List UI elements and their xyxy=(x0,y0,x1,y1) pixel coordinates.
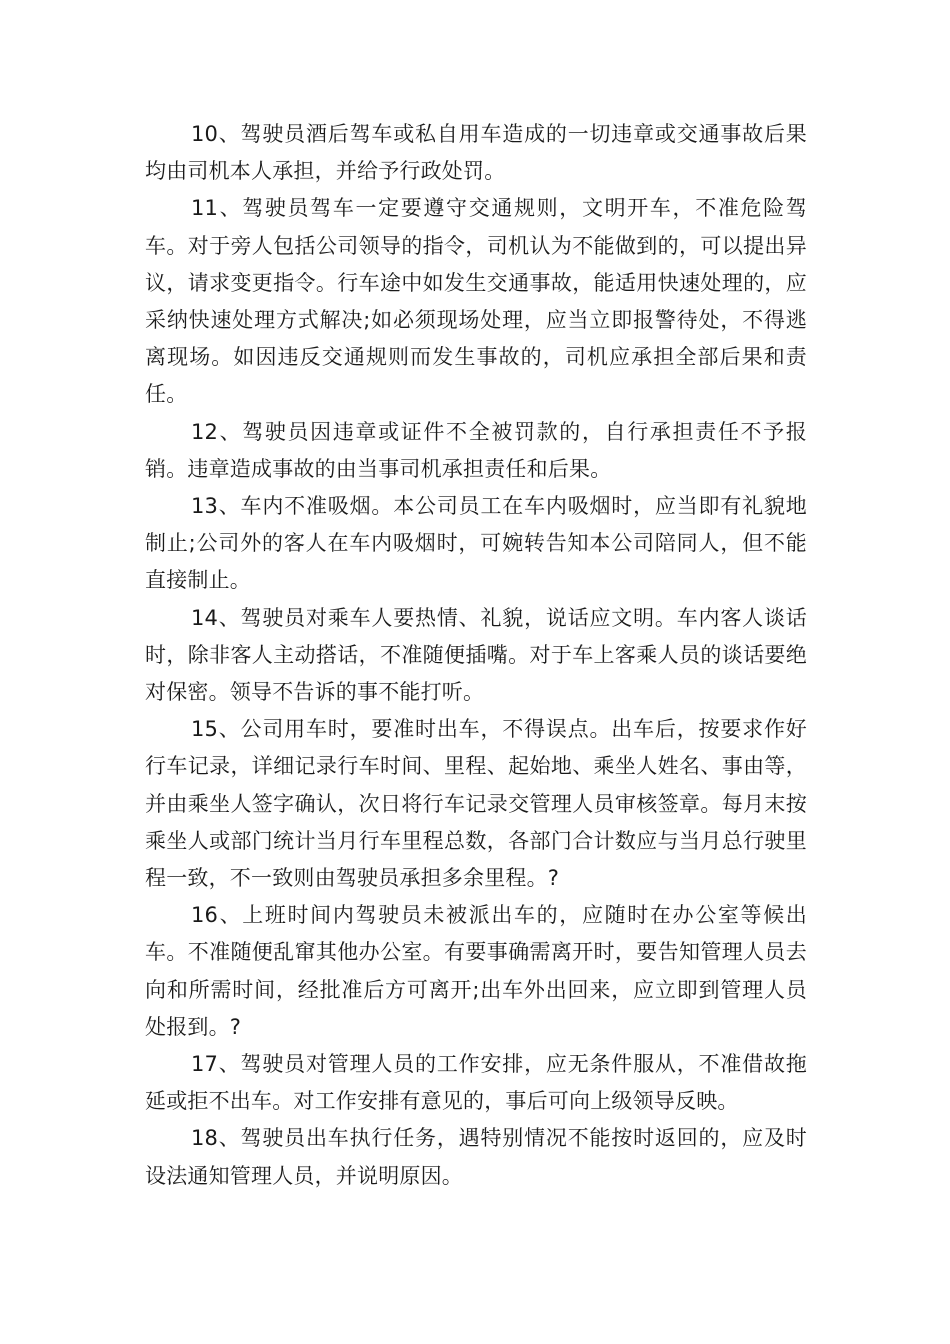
paragraph-item-15: 15、公司用车时，要准时出车，不得误点。出车后，按要求作好行车记录，详细记录行车时间、里程、起始地、乘坐人姓名、事由等，并由乘坐人签字确认，次日将行车记录交管理人员审核签章。每月末按乘坐人或部门统计当月行车里程总数，各部门合计数应与当月总行驶里程一致，不一致则由驾驶员承担多余里程。? xyxy=(145,717,807,891)
paragraph-item-17: 17、驾驶员对管理人员的工作安排，应无条件服从，不准借故拖延或拒不出车。对工作安排有意见的，事后可向上级领导反映。 xyxy=(145,1052,807,1114)
paragraph-item-10: 10、驾驶员酒后驾车或私自用车造成的一切违章或交通事故后果均由司机本人承担，并给予行政处罚。 xyxy=(145,122,807,184)
document-body xyxy=(145,116,807,1195)
paragraph-item-12: 12、驾驶员因违章或证件不全被罚款的，自行承担责任不予报销。违章造成事故的由当事司机承担责任和后果。 xyxy=(145,419,807,481)
paragraph-item-18: 18、驾驶员出车执行任务，遇特别情况不能按时返回的，应及时设法通知管理人员，并说明原因。 xyxy=(145,1126,807,1188)
paragraph-item-11: 11、驾驶员驾车一定要遵守交通规则，文明开车，不准危险驾车。对于旁人包括公司领导的指令，司机认为不能做到的，可以提出异议，请求变更指令。行车途中如发生交通事故，能适用快速处理的，应采纳快速处理方式解决;如必须现场处理，应当立即报警待处，不得逃离现场。如因违反交通规则而发生事故的，司机应承担全部后果和责任。 xyxy=(145,196,807,407)
paragraph-item-14: 14、驾驶员对乘车人要热情、礼貌，说话应文明。车内客人谈话时，除非客人主动搭话，不准随便插嘴。对于车上客乘人员的谈话要绝对保密。领导不告诉的事不能打听。 xyxy=(145,605,807,705)
paragraph-item-16: 16、上班时间内驾驶员未被派出车的，应随时在办公室等候出车。不准随便乱窜其他办公室。有要事确需离开时，要告知管理人员去向和所需时间，经批准后方可离开;出车外出回来，应立即到管理人员处报到。? xyxy=(145,903,807,1039)
paragraph-item-13: 13、车内不准吸烟。本公司员工在车内吸烟时，应当即有礼貌地制止;公司外的客人在车内吸烟时，可婉转告知本公司陪同人，但不能直接制止。 xyxy=(145,494,807,593)
